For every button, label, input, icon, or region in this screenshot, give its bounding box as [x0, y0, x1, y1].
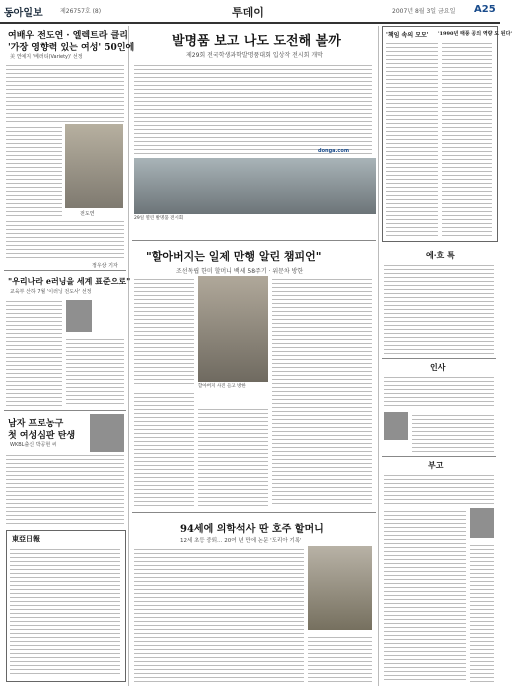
left-subhead-5: WKBL출신 박공현 씨: [10, 442, 57, 448]
article-text: [386, 40, 438, 236]
site-url: donga.com: [318, 148, 350, 154]
left-headline-3: "우리나라 e러닝을 세계 표준으로": [8, 276, 131, 286]
sidebar-title-2: '1990년 태풍 공의 역량 도 된다': [438, 31, 512, 37]
article-text: [308, 634, 372, 682]
column-rule: [378, 26, 379, 686]
article-text: [272, 276, 372, 506]
right-section-title: 에·흐 특: [426, 250, 455, 260]
page-number: A25: [474, 4, 496, 15]
person-photo: [90, 414, 124, 456]
center-headline-2: "할아버지는 일제 만행 알린 챔피언": [146, 250, 322, 263]
person-photo: [470, 508, 494, 538]
photo-caption: 29일 열린 발명품 전시회: [134, 216, 184, 221]
left-headline-5: 첫 여성심판 탄생: [8, 431, 76, 441]
divider: [132, 512, 376, 513]
right-section-title-3: 부고: [428, 460, 444, 470]
article-text: [6, 62, 124, 122]
article-text: [470, 542, 494, 682]
left-headline-4: 남자 프로농구: [8, 419, 64, 429]
article-text: [134, 546, 304, 682]
center-headline: 발명품 보고 나도 도전해 볼까: [172, 34, 341, 49]
veteran-photo: [198, 276, 268, 382]
divider: [4, 410, 126, 411]
divider: [382, 358, 496, 359]
divider: [4, 270, 126, 271]
article-text: [134, 390, 194, 506]
article-text: [198, 406, 268, 506]
article-text: [384, 508, 466, 682]
center-subhead-3: 12세 초등 중퇴… 20여 년 만에 논문 '도리아 기록': [180, 538, 302, 544]
photo-caption: 할아버지 사진 들고 방한: [198, 384, 246, 389]
article-text: [384, 374, 494, 408]
article-text: [6, 298, 62, 406]
center-subhead: 제29회 전국학생과학발명품대회 입상작 전시회 개막: [186, 52, 323, 59]
ad-text: [10, 546, 120, 676]
article-text: [66, 336, 124, 406]
article-text: [384, 472, 494, 504]
issue-date: 2007년 8월 3일 금요일: [392, 8, 456, 15]
center-subhead-2: 조선독립 한미 할머니 백세 58주기 · 위문차 방한: [176, 268, 304, 275]
newspaper-logo: 동아일보: [4, 8, 43, 19]
left-subhead-3: 교육부 산하 7월 '이러닝 전도사' 선정: [10, 289, 92, 295]
person-photo: [66, 300, 92, 332]
article-text: [6, 452, 124, 526]
group-photo: [134, 158, 376, 214]
portrait-photo: [65, 124, 123, 208]
divider: [132, 240, 376, 241]
left-headline-2: '가장 영향력 있는 여성' 50인에: [8, 43, 135, 53]
section-title: 투데이: [232, 6, 264, 19]
column-rule: [128, 26, 129, 686]
article-text: [134, 62, 372, 154]
center-headline-3: 94세에 의학석사 딴 호주 할머니: [180, 524, 324, 535]
left-headline: 여배우 전도연 · 엘렉트라 클리: [8, 31, 128, 41]
left-subhead: 美 연예지 '베러티(Variety)' 선정: [10, 54, 83, 60]
article-text: [134, 276, 194, 386]
sidebar-title: '책임 속의 모모': [386, 32, 429, 39]
article-text: [6, 218, 124, 260]
divider: [382, 456, 496, 457]
grandmother-photo: [308, 546, 372, 630]
ad-title: 東亞日報: [12, 534, 40, 543]
article-text: [6, 124, 62, 216]
issue-number: 제26757호 (8): [60, 8, 102, 15]
article-text: [442, 40, 492, 236]
article-text: [412, 412, 494, 452]
article-text: [384, 262, 494, 354]
photo-caption: 전도연: [80, 211, 95, 217]
byline: 정우상 기자: [92, 263, 118, 269]
right-section-title-2: 인사: [430, 362, 446, 372]
person-photo: [384, 412, 408, 440]
